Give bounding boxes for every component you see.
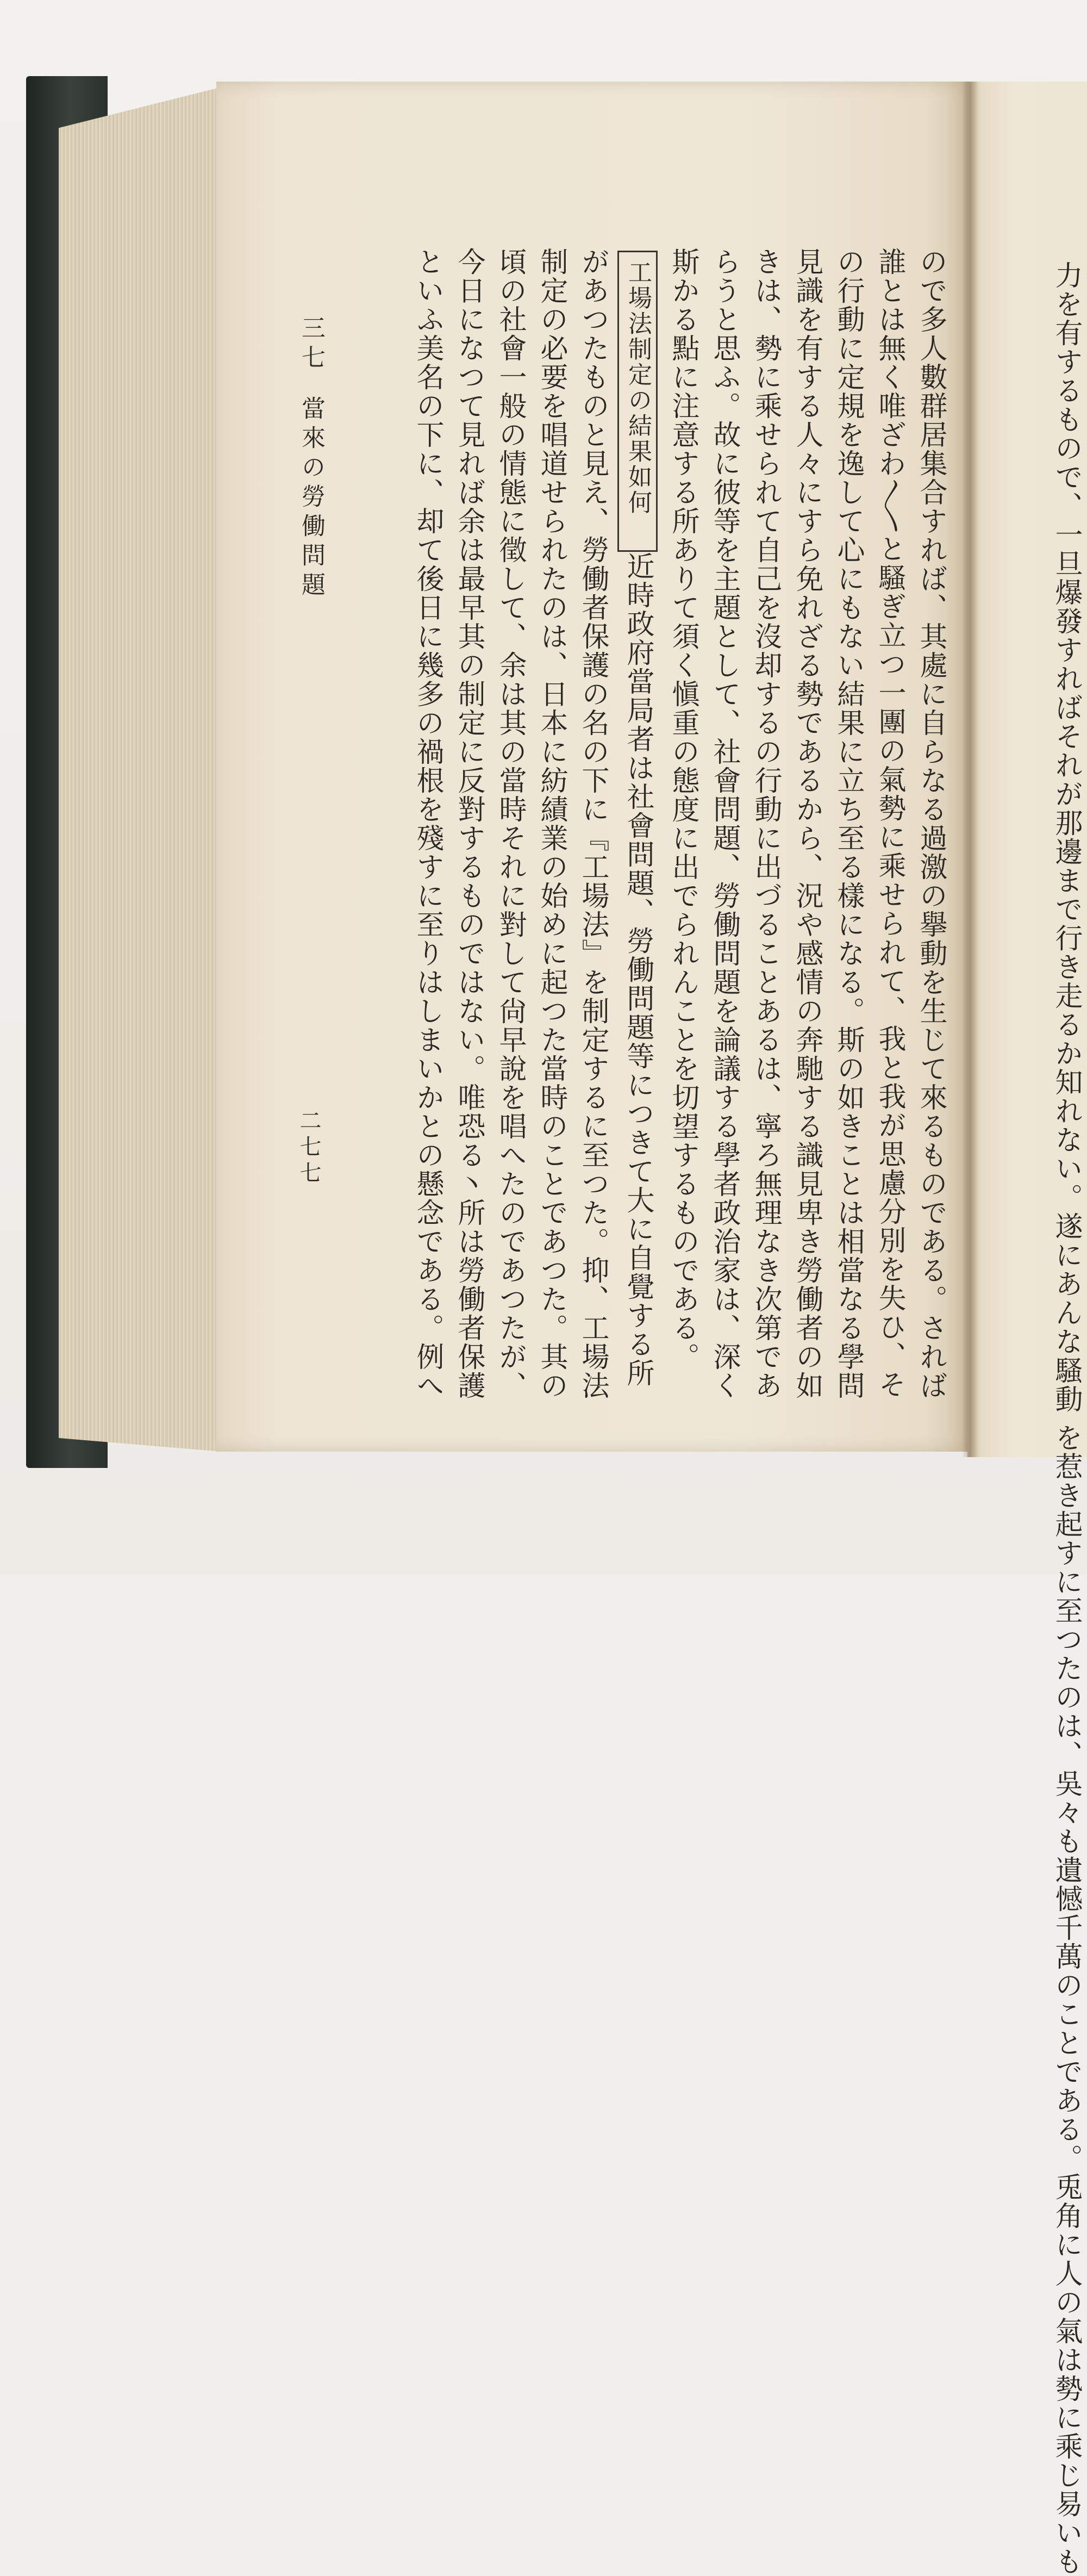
body-line-7: 斯かる點に注意する所ありて須く愼重の態度に出でられんことを切望するものである。 xyxy=(667,247,699,1371)
section-line-4: 頃の社會一般の情態に徵して、余は其の當時それに對して尙早說を唱へたのであつたが、 xyxy=(494,247,526,1400)
section-line-5: 今日になつて見れば余は最早其の制定に反對するものではない。唯恐る丶所は勞働者保護 xyxy=(453,247,485,1400)
body-line-4: 見識を有する人々にすら免れざる勢であるから、況や感情の奔馳する識見卑き勞働者の如 xyxy=(791,247,823,1400)
section-line-6: といふ美名の下に、却て後日に幾多の禍根を殘すに至りはしまいかとの懸念である。例へ xyxy=(411,247,443,1400)
right-line-2: を惹き起すに至つたのは、吳々も遺憾千萬のことである。兎角に人の氣は勢に乘じ易いも xyxy=(1050,1423,1082,2576)
body-line-3: の行動に定規を逸して心にもない結果に立ち至る樣になる。斯の如きことは相當なる學問 xyxy=(832,247,864,1400)
body-text xyxy=(337,247,951,1400)
body-line-2: 誰とは無く唯ざわ〳〵と騷ぎ立つ一團の氣勢に乘せられて、我と我が思慮分別を失ひ、そ xyxy=(873,247,905,1399)
body-line-6: らうと思ふ。故に彼等を主題として、社會問題、勞働問題を論議する學者政治家は、深く xyxy=(708,247,740,1400)
right-line-1: 力を有するもので、一旦爆發すればそれが那邊まで行き走るか知れない。遂にあんな騷動 xyxy=(1050,261,1082,1414)
page-number: 二七七 xyxy=(296,1109,321,1187)
page-edges xyxy=(59,87,222,1452)
section-line-1-text: 近時政府當局者は社會問題、勞働問題等につきて大に自覺する所 xyxy=(622,552,654,1387)
book-gutter xyxy=(962,82,978,1457)
section-line-1 xyxy=(613,247,662,1387)
body-line-1: ので多人數群居集合すれば、其處に自らなる過激の擧動を生じて來るものである。されば xyxy=(915,247,947,1400)
section-line-2: があつたものと見え、勞働者保護の名の下に『工場法』を制定するに至つた。抑、工場法 xyxy=(577,247,609,1400)
section-heading: 工場法制定の結果如何 xyxy=(617,251,658,552)
body-line-5: きは、勢に乘せられて自己を沒却するの行動に出づることあるは、寧ろ無理なき次第であ xyxy=(749,247,782,1400)
running-head xyxy=(293,315,328,696)
right-page-text xyxy=(978,261,1087,2576)
section-line-3: 制定の必要を唱道せられたのは、日本に紡績業の始めに起つた當時のことであつた。其の xyxy=(535,247,567,1400)
chapter-number: 三七 xyxy=(297,315,325,374)
chapter-title: 當來の勞働問題 xyxy=(297,396,325,601)
